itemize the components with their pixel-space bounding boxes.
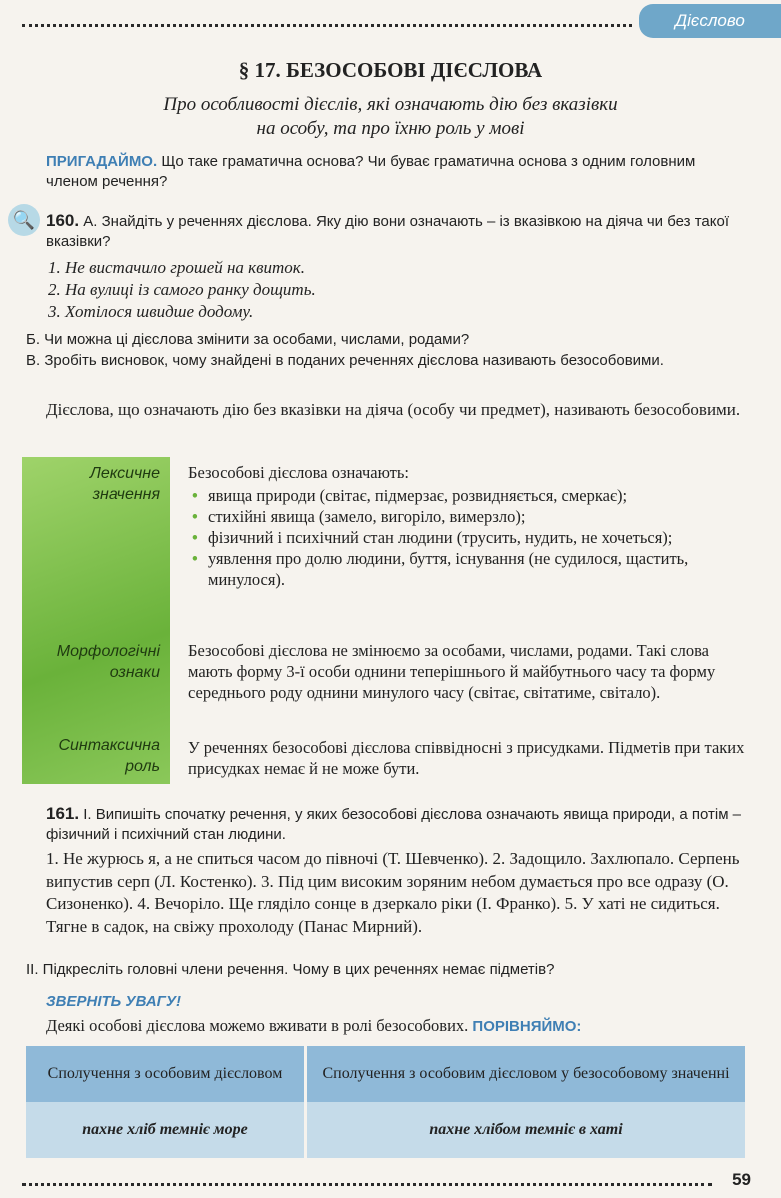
table-header-row (26, 1046, 747, 1102)
sentence-2: 2. На вулиці із самого ранку дощить. (48, 280, 316, 299)
table-header-cell: Сполучення з особовим дієсловом (26, 1046, 306, 1102)
sentence-1: 1. Не вистачило грошей на квиток. (48, 258, 305, 277)
lexical-item: • стихійні явища (замело, вигоріло, вимерзло); (208, 506, 748, 527)
exercise-160-task-b: Б. Чи можна ці дієслова змінити за особами, числами, родами? (26, 331, 470, 348)
sidebar-morph: Морфологічні ознаки (56, 643, 160, 681)
exercise-160-task-a: А. Знайдіть у реченнях дієслова. Яку дію вони означають – із вказівкою на діяча чи без такої вказівки? (46, 213, 729, 250)
chapter-tab: Дієслово (639, 4, 781, 38)
exercise-160-number: 160. (46, 211, 80, 230)
lexical-list (188, 485, 748, 590)
bottom-dotted-rule (22, 1183, 712, 1186)
lexical-item: • явища природи (світає, підмерзає, розвидняється, смеркає); (208, 485, 748, 506)
subtitle-line-2: на особу, та про їхню роль у мові (256, 118, 525, 139)
syntax-rule: У реченнях безособові дієслова співвідносні з присудками. Підметів при таких присудках немає й не може бути. (188, 738, 745, 778)
subtitle-line-1: Про особливості дієслів, які означають дію без вказівки (163, 94, 618, 115)
table-cell: пахне хлібом темніє в хаті (306, 1102, 747, 1158)
section-title: § 17. БЕЗОСОБОВІ ДІЄСЛОВА (238, 58, 543, 82)
table-cell: пахне хліб темніє море (26, 1102, 306, 1158)
exercise-161-task-1 (46, 804, 751, 845)
exercise-161-number: 161. (46, 804, 80, 823)
sidebar-syntax: Синтаксична роль (58, 737, 160, 775)
exercise-160 (46, 211, 751, 252)
remember-text: Що таке граматична основа? Чи буває граматична основа з одним головним членом речення? (46, 153, 696, 190)
remember-label: ПРИГАДАЙМО. (46, 153, 158, 170)
sentence-3: 3. Хотілося швидше додому. (48, 302, 254, 321)
notice-label: ЗВЕРНІТЬ УВАГУ! (46, 993, 182, 1010)
morph-rule: Безособові дієслова не змінюємо за особами, числами, родами. Такі слова мають форму 3-ї особи однини теперішнього й майбутнього часу та форму середнього роду однини минулого часу (світає, світатиме, світало). (188, 641, 716, 702)
lexical-intro: Безособові дієслова означають: (188, 463, 410, 482)
remember-block (46, 152, 751, 192)
table-header-cell: Сполучення з особовим дієсловом у безособовому значенні (306, 1046, 747, 1102)
top-dotted-rule (22, 24, 632, 27)
page-number: 59 (732, 1170, 751, 1189)
definition-text: Дієслова, що означають дію без вказівки на діяча (особу чи предмет), називають безособовими. (46, 400, 741, 419)
notice-text: Деякі особові дієслова можемо вживати в ролі безособових. (46, 1016, 469, 1035)
table-row (26, 1102, 747, 1158)
definition (46, 398, 751, 421)
rule-sidebar (22, 457, 170, 784)
lexical-item: • фізичний і психічний стан людини (трусить, нудить, не хочеться); (208, 527, 748, 548)
compare-label: ПОРІВНЯЙМО: (472, 1018, 582, 1035)
section-subtitle (0, 93, 781, 141)
lexical-item: • уявлення про долю людини, буття, існування (не судилося, щастить, минулося). (208, 548, 748, 590)
notice-line (46, 1015, 751, 1037)
magnifier-icon: 🔍 (8, 204, 40, 236)
exercise-160-task-c: В. Зробіть висновок, чому знайдені в поданих реченнях дієслова називають безособовими. (26, 352, 664, 369)
sidebar-lexical: Лексичне значення (89, 465, 160, 503)
exercise-161-text: 1. Не журюсь я, а не спиться часом до півночі (Т. Шевченко). 2. Задощило. Захлюпало. Серпень випустив серп (Л. Костенко). 3. Під цим високим зоряним небом думається про все одразу (О. Сизоненко). 4. Вечоріло. Ще гляділо сонце в дзеркало ріки (І. Франко). 5. У хаті не сидиться. Тягне в садок, на свіжу прохолоду (Панас Мирний). (46, 849, 740, 936)
exercise-160-sentences (48, 257, 753, 323)
lexical-rule (188, 462, 748, 590)
exercise-161-task-1-text: І. Випишіть спочатку речення, у яких безособові дієслова означають явища природи, а потім – фізичний і психічний стан людини. (46, 806, 742, 843)
comparison-table (26, 1046, 748, 1158)
exercise-161-task-2: ІІ. Підкресліть головні члени речення. Чому в цих реченнях немає підметів? (26, 961, 555, 978)
